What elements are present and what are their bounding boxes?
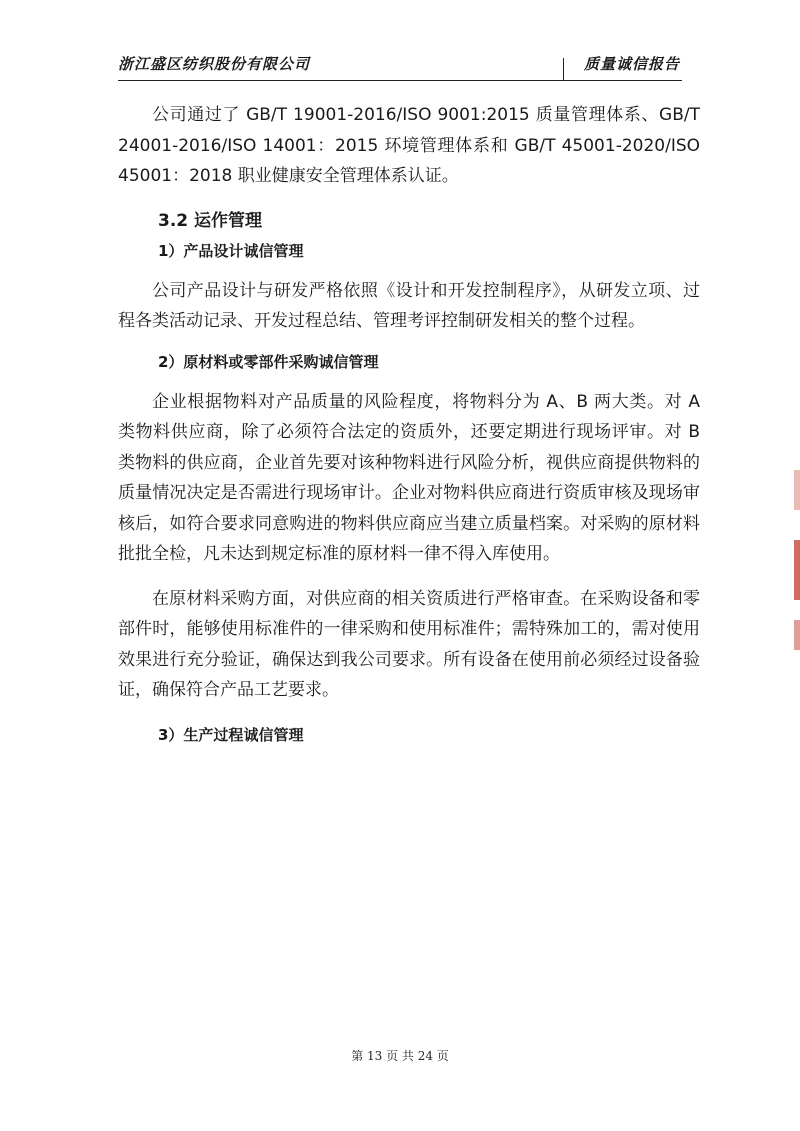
page-number: 第 13 页 共 24 页: [351, 1049, 449, 1063]
paragraph-procurement: 企业根据物料对产品质量的风险程度，将物料分为 A、B 两大类。对 A 类物料供应商，除了必须符合法定的资质外，还要定期进行现场评审。对 B 类物料的供应商，企业首先要对该种物料进行风险分析，视供应商提供物料的质量情况决定是否需进行现场审计。企业对物料供应商进行资质审核及现场审核后，如符合要求同意购进的物料供应商应当建立质量档案。对采购的原材料批批全检，凡未达到规定标准的原材料一律不得入库使用。: [118, 391, 700, 564]
header-divider: [563, 58, 565, 80]
document-body: [118, 100, 700, 750]
subsection-heading-production: 3）生产过程诚信管理: [158, 725, 304, 744]
scan-edge-mark: [794, 470, 800, 510]
paragraph-certification: 公司通过了 GB/T 19001-2016/ISO 9001:2015 质量管理体系、GB/T 24001-2016/ISO 14001：2015 环境管理体系和 GB/T 45001-2020/ISO 45001：2018 职业健康安全管理体系认证。: [118, 105, 700, 186]
page-header: [118, 50, 682, 81]
company-name: 浙江盛区纺织股份有限公司: [118, 55, 311, 73]
section-heading: 3.2 运作管理: [158, 210, 263, 231]
report-title: 质量诚信报告: [583, 55, 680, 73]
paragraph-design: 公司产品设计与研发严格依照《设计和开发控制程序》，从研发立项、过程各类活动记录、开发过程总结、管理考评控制研发相关的整个过程。: [118, 280, 700, 331]
subsection-heading-procurement: 2）原材料或零部件采购诚信管理: [158, 352, 379, 371]
subsection-heading-design: 1）产品设计诚信管理: [158, 241, 304, 260]
scan-edge-mark: [794, 540, 800, 600]
paragraph-materials: 在原材料采购方面，对供应商的相关资质进行严格审查。在采购设备和零部件时，能够使用标准件的一律采购和使用标准件；需特殊加工的，需对使用效果进行充分验证，确保达到我公司要求。所有设备在使用前必须经过设备验证，确保符合产品工艺要求。: [118, 588, 700, 700]
scan-edge-mark: [794, 620, 800, 650]
